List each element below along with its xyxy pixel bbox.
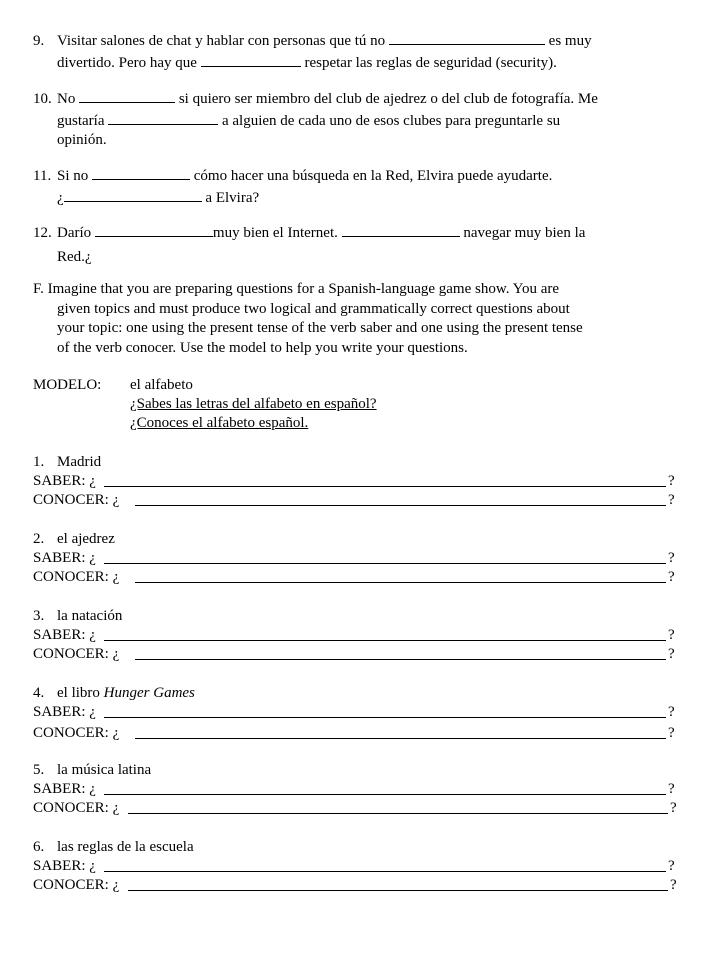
question-mark: ? xyxy=(668,781,675,797)
conocer-answer-row xyxy=(33,799,678,818)
question-mark: ? xyxy=(670,800,677,816)
topic-4 xyxy=(33,684,195,704)
conocer-label: CONOCER: ¿ xyxy=(33,569,120,585)
model-label: MODELO: xyxy=(33,377,102,393)
saber-answer-line[interactable] xyxy=(104,717,666,718)
item-10 xyxy=(33,88,693,151)
saber-answer-line[interactable] xyxy=(104,640,666,641)
item-text: No xyxy=(57,91,76,107)
conocer-answer-row xyxy=(33,876,678,895)
topic-number: 5. xyxy=(33,762,45,778)
conocer-label: CONOCER: ¿ xyxy=(33,877,120,893)
question-mark: ? xyxy=(668,473,675,489)
saber-answer-line[interactable] xyxy=(104,486,666,487)
item-text: gustaría xyxy=(57,112,105,129)
saber-label: SABER: ¿ xyxy=(33,704,96,720)
conocer-answer-line[interactable] xyxy=(135,659,666,660)
saber-label: SABER: ¿ xyxy=(33,473,96,489)
saber-label: SABER: ¿ xyxy=(33,627,96,643)
item-text: opinión. xyxy=(57,132,107,148)
conocer-answer-line[interactable] xyxy=(135,505,666,506)
saber-answer-line[interactable] xyxy=(104,871,666,872)
conocer-answer-line[interactable] xyxy=(128,890,668,891)
conocer-answer-line[interactable] xyxy=(128,813,668,814)
item-text: divertido. Pero hay que xyxy=(57,54,197,71)
topic-name: el ajedrez xyxy=(57,531,115,547)
saber-answer-row xyxy=(33,703,678,722)
conocer-answer-line[interactable] xyxy=(135,738,666,739)
conocer-label: CONOCER: ¿ xyxy=(33,725,120,741)
answer-blank[interactable] xyxy=(92,165,190,180)
topic-name: la natación xyxy=(57,608,123,624)
topic-name: Madrid xyxy=(57,454,102,470)
item-text: Si no xyxy=(57,168,89,184)
topic-5 xyxy=(33,761,151,781)
saber-answer-row xyxy=(33,780,678,799)
item-10-line-2 xyxy=(33,110,693,132)
conocer-answer-row xyxy=(33,645,678,664)
topic-1 xyxy=(33,453,101,473)
book-title: Hunger Games xyxy=(103,685,195,701)
saber-answer-row xyxy=(33,549,678,568)
topic-number: 3. xyxy=(33,608,45,624)
topic-3 xyxy=(33,607,122,627)
topic-name: el libro xyxy=(57,685,104,701)
question-mark: ? xyxy=(668,550,675,566)
item-text: ¿ xyxy=(57,189,64,206)
item-text: es muy xyxy=(548,33,592,49)
item-text: Visitar salones de chat y hablar con personas que tú no xyxy=(57,33,386,49)
item-9-line-2 xyxy=(33,52,693,74)
item-11-line-1 xyxy=(33,165,693,187)
item-text: cómo hacer una búsqueda en la Red, Elvira puede ayudarte. xyxy=(193,168,553,184)
item-number: 10. xyxy=(33,91,52,107)
item-10-line-1 xyxy=(33,88,693,110)
item-9 xyxy=(33,30,693,73)
instruction-line: F. Imagine that you are preparing questions for a Spanish-language game show. You are xyxy=(33,281,560,297)
topic-name: las reglas de la escuela xyxy=(57,839,194,855)
topic-number: 2. xyxy=(33,531,45,547)
answer-blank[interactable] xyxy=(108,110,218,125)
conocer-answer-row xyxy=(33,724,678,743)
item-11 xyxy=(33,165,693,208)
conocer-answer-row xyxy=(33,568,678,587)
answer-blank[interactable] xyxy=(64,187,202,202)
model-example-conocer: ¿Conoces el alfabeto español. xyxy=(130,415,309,431)
item-text: si quiero ser miembro del club de ajedrez o del club de fotografía. Me xyxy=(178,91,598,107)
topic-number: 6. xyxy=(33,839,45,855)
item-12-line-1 xyxy=(33,222,693,244)
item-text: Darío xyxy=(57,225,92,241)
saber-answer-line[interactable] xyxy=(104,794,666,795)
instruction-line: your topic: one using the present tense of the verb saber and one using the present tense xyxy=(57,320,583,336)
saber-answer-line[interactable] xyxy=(104,563,666,564)
section-f-instructions xyxy=(33,280,693,358)
topic-2 xyxy=(33,530,115,550)
item-number: 9. xyxy=(33,33,45,49)
item-text: navegar muy bien la xyxy=(463,225,586,241)
question-mark: ? xyxy=(668,646,675,662)
item-11-line-2 xyxy=(33,187,693,209)
answer-blank[interactable] xyxy=(79,88,175,103)
answer-blank[interactable] xyxy=(342,222,460,237)
question-mark: ? xyxy=(668,725,675,741)
item-9-line-1 xyxy=(33,30,693,52)
saber-label: SABER: ¿ xyxy=(33,550,96,566)
topic-6 xyxy=(33,838,194,858)
conocer-label: CONOCER: ¿ xyxy=(33,492,120,508)
model-example-saber: ¿Sabes las letras del alfabeto en español? xyxy=(130,396,377,412)
item-text: respetar las reglas de seguridad (security). xyxy=(304,54,557,71)
item-text: a Elvira? xyxy=(205,189,260,206)
topic-name: la música latina xyxy=(57,762,152,778)
conocer-answer-line[interactable] xyxy=(135,582,666,583)
answer-blank[interactable] xyxy=(95,222,213,237)
saber-answer-row xyxy=(33,472,678,491)
question-mark: ? xyxy=(668,492,675,508)
saber-answer-row xyxy=(33,626,678,645)
saber-answer-row xyxy=(33,857,678,876)
saber-label: SABER: ¿ xyxy=(33,858,96,874)
topic-number: 1. xyxy=(33,454,45,470)
item-text: Red.¿ xyxy=(57,248,92,265)
topic-number: 4. xyxy=(33,685,45,701)
question-mark: ? xyxy=(668,627,675,643)
item-text: muy bien el Internet. xyxy=(212,225,338,241)
question-mark: ? xyxy=(668,858,675,874)
instruction-line: given topics and must produce two logical and grammatically correct questions about xyxy=(57,300,570,317)
item-number: 11. xyxy=(33,168,52,184)
question-mark: ? xyxy=(668,704,675,720)
conocer-label: CONOCER: ¿ xyxy=(33,800,120,816)
conocer-label: CONOCER: ¿ xyxy=(33,646,120,662)
item-12 xyxy=(33,222,693,267)
item-number: 12. xyxy=(33,225,52,241)
model-topic: el alfabeto xyxy=(130,377,193,393)
question-mark: ? xyxy=(668,569,675,585)
item-text: a alguien de cada uno de esos clubes para preguntarle su xyxy=(221,112,561,129)
question-mark: ? xyxy=(670,877,677,893)
conocer-answer-row xyxy=(33,491,678,510)
answer-blank[interactable] xyxy=(389,30,545,45)
answer-blank[interactable] xyxy=(201,52,301,67)
saber-label: SABER: ¿ xyxy=(33,781,96,797)
instruction-line: of the verb conocer. Use the model to help you write your questions. xyxy=(57,339,468,356)
